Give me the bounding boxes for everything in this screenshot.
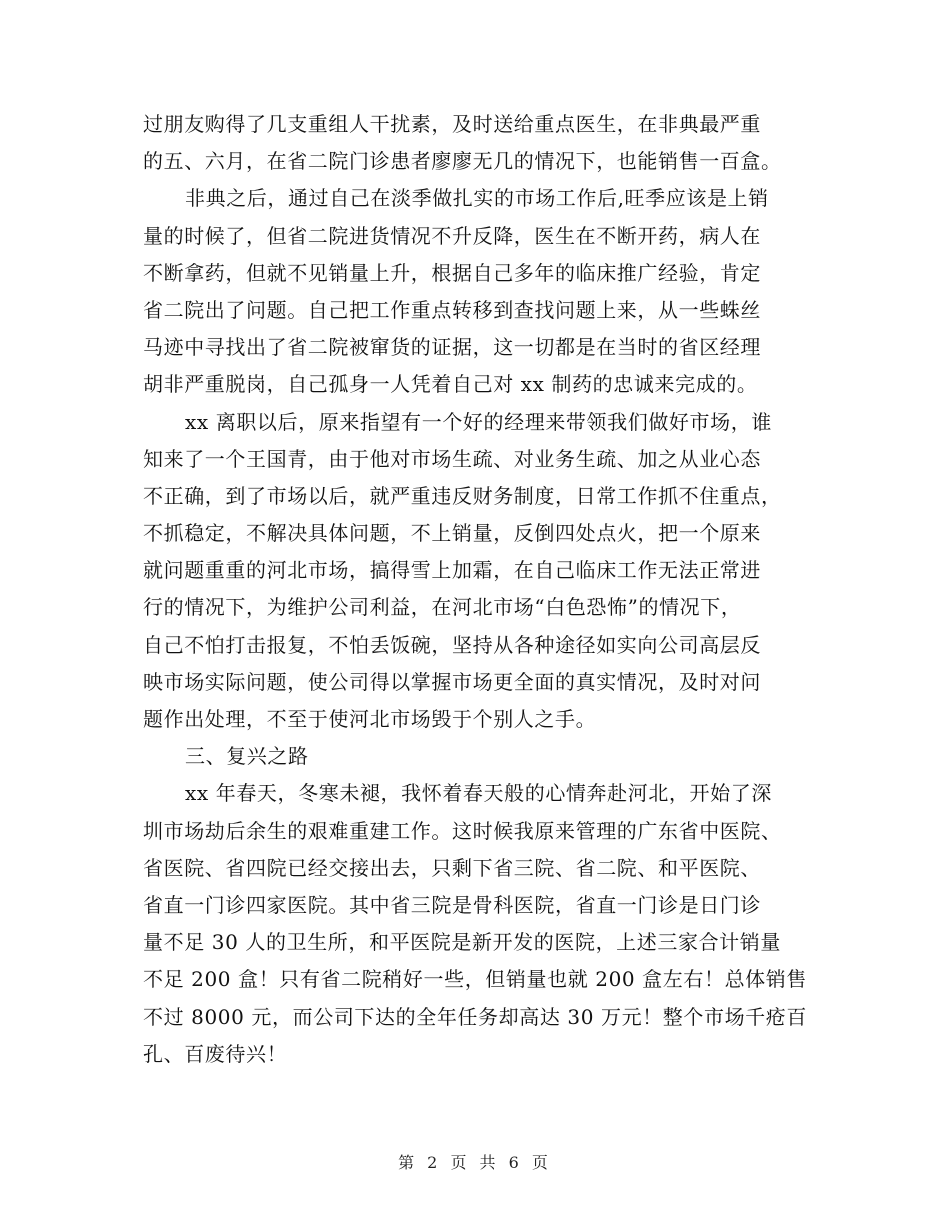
text-line: 就问题重重的河北市场，搞得雪上加霜，在自己临床工作无法正常进	[143, 558, 761, 583]
text-line: 不正确，到了市场以后，就严重违反财务制度，日常工作抓不住重点，	[143, 483, 782, 508]
text-line: 不断拿药，但就不见销量上升，根据自己多年的临床推广经验，肯定	[143, 260, 761, 285]
text-line: 过朋友购得了几支重组人干扰素，及时送给重点医生，在非典最严重	[143, 112, 761, 136]
text-line: 胡非严重脱岗，自己孤身一人凭着自己对 xx 制药的忠诚来完成的。	[143, 372, 758, 397]
text-line: 的五、六月，在省二院门诊患者廖廖无几的情况下，也能销售一百盒。	[143, 149, 782, 174]
text-line: 行的情况下，为维护公司利益，在河北市场“白色恐怖”的情况下，	[143, 595, 742, 620]
text-line: 映市场实际问题，使公司得以掌握市场更全面的真实情况，及时对问	[143, 669, 761, 694]
section-heading: 三、复兴之路	[185, 744, 309, 769]
text-line: 题作出处理，不至于使河北市场毁于个别人之手。	[143, 707, 597, 731]
text-line: 孔、百废待兴！	[143, 1041, 288, 1066]
text-line: xx 离职以后，原来指望有一个好的经理来带领我们做好市场，谁	[185, 409, 772, 434]
text-line: 知来了一个王国青，由于他对市场生疏、对业务生疏、加之从业心态	[143, 446, 761, 471]
text-line: 不抓稳定，不解决具体问题，不上销量，反倒四处点火，把一个原来	[143, 521, 761, 546]
text-line: 不过 8000 元，而公司下达的全年任务却高达 30 万元！整个市场千疮百	[143, 1004, 807, 1029]
text-line: xx 年春天，冬寒未褪，我怀着春天般的心情奔赴河北，开始了深	[185, 781, 772, 806]
text-line: 省直一门诊四家医院。其中省三院是骨科医院，省直一门诊是日门诊	[143, 892, 761, 917]
body-text	[143, 106, 813, 1073]
text-line: 量的时候了，但省二院进货情况不升反降，医生在不断开药，病人在	[143, 223, 761, 248]
page-number-footer: 第 2 页 共 6 页	[398, 1153, 552, 1172]
text-line: 不足 200 盒！只有省二院稍好一些，但销量也就 200 盒左右！总体销售	[143, 967, 807, 992]
text-line: 圳市场劫后余生的艰难重建工作。这时候我原来管理的广东省中医院、	[143, 818, 782, 843]
text-line: 省医院、省四院已经交接出去，只剩下省三院、省二院、和平医院、	[143, 855, 761, 880]
text-line: 非典之后，通过自己在淡季做扎实的市场工作后,旺季应该是上销	[185, 186, 769, 211]
text-line: 省二院出了问题。自己把工作重点转移到查找问题上来，从一些蛛丝	[143, 297, 761, 322]
text-line: 自己不怕打击报复，不怕丢饭碗，坚持从各种途径如实向公司高层反	[143, 632, 761, 657]
text-line: 量不足 30 人的卫生所，和平医院是新开发的医院，上述三家合计销量	[143, 930, 781, 955]
text-line: 马迹中寻找出了省二院被窜货的证据，这一切都是在当时的省区经理	[143, 335, 761, 360]
